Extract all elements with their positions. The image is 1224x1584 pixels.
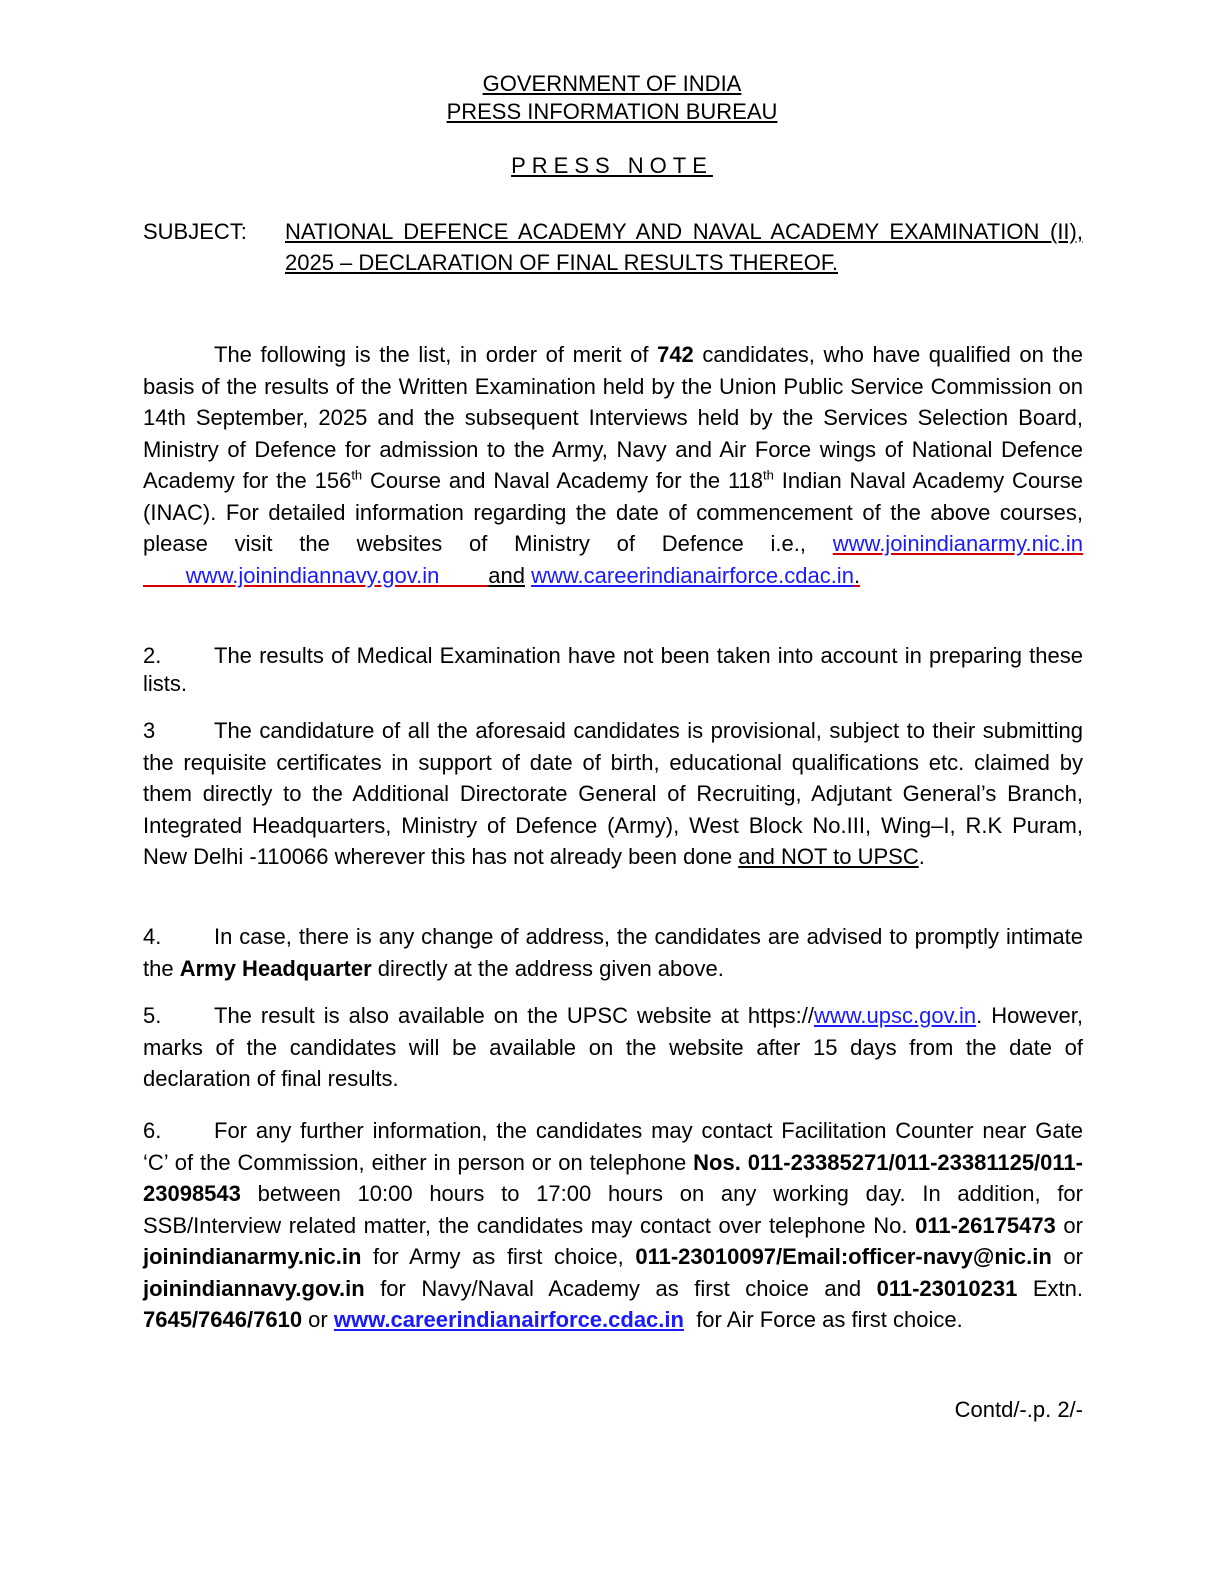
navy-site: joinindiannavy.gov.in xyxy=(143,1275,365,1301)
continued-note: Contd/-.p. 2/- xyxy=(954,1397,1083,1422)
link-careerindianairforce[interactable]: www.careerindianairforce.cdac.in xyxy=(531,562,854,588)
para1-text-3: Course and Naval Academy for the 118 xyxy=(362,468,764,493)
candidate-count: 742 xyxy=(657,342,694,367)
paragraph-3 xyxy=(143,715,1083,873)
para1-period: . xyxy=(853,562,861,588)
para5-number: 5. xyxy=(143,1003,162,1028)
para6-text-3: or xyxy=(1055,1212,1083,1238)
phone-numbers-facilitation: Nos. 011-23385271/011-23381125/011-23098543 xyxy=(143,1149,1083,1206)
para4-text-1: In case, there is any change of address, the candidates are advised to promptly intimate the xyxy=(143,924,1083,981)
link-joinindiannavy[interactable]: www.joinindiannavy.gov.in xyxy=(185,562,440,588)
para6-text-1: For any further information, the candidates may contact Facilitation Counter near Gate ‘C’ of the Commission, either in person or on telephone xyxy=(143,1118,1083,1175)
para4-text-2: directly at the address given above. xyxy=(371,955,724,981)
para6-text-5: or xyxy=(1051,1244,1083,1269)
para5-text-2: . However, marks of the candidates will be available on the website after 15 days from the date of declaration of final results. xyxy=(143,1003,1083,1091)
subject-text: NATIONAL DEFENCE ACADEMY AND NAVAL ACADEMY EXAMINATION (II), 2025 – DECLARATION OF FINAL RESULTS THEREOF. xyxy=(285,219,1083,275)
para3-text: The candidature of all the aforesaid candidates is provisional, subject to their submitting the requisite certificates in support of date of birth, educational qualifications etc. claimed by them directly to the Additional Directorate General of Recruiting, Adjutant General’s Branch, Integrated Headquarters, Ministry of Defence (Army), West Block No.III, Wing–I, R.K Puram, New Delhi -110066 wherever this has not already been done xyxy=(143,718,1083,869)
para6-text-2: between 10:00 hours to 17:00 hours on any working day. In addition, for SSB/Interview related matter, the candidates may contact over telephone No. xyxy=(143,1181,1083,1238)
para3-underlined: and NOT to UPSC xyxy=(738,844,919,869)
superscript-th-1: th xyxy=(351,467,363,483)
para6-text-9: for Air Force as first choice. xyxy=(683,1307,963,1332)
airforce-extensions: 7645/7646/7610 xyxy=(143,1307,303,1332)
subject-label: SUBJECT: xyxy=(143,219,247,244)
para4-bold: Army Headquarter xyxy=(179,955,372,981)
superscript-th-2: th xyxy=(763,467,774,483)
header-press-note: PRESS NOTE xyxy=(511,153,713,178)
para6-number: 6. xyxy=(143,1118,162,1143)
para2-number: 2. xyxy=(143,643,162,668)
paragraph-4 xyxy=(143,921,1083,984)
para1-text-1: The following is the list, in order of merit of xyxy=(214,342,658,367)
para3-number: 3 xyxy=(143,718,156,743)
para6-text-4: for Army as first choice, xyxy=(361,1244,636,1269)
link-careerindianairforce-bold[interactable]: www.careerindianairforce.cdac.in xyxy=(333,1307,684,1332)
phone-number-ssb: 011-26175473 xyxy=(915,1212,1056,1238)
airforce-phone: 011-23010231 xyxy=(876,1275,1018,1301)
para1-text-2: candidates, who have qualified on the basis of the results of the Written Examination held by the Union Public Service Commission on 14th September, 2025 and the subsequent Interviews held by the Services Selection Board, Ministry of Defence for admission to the Army, Navy and Air Force wings of National Defence Academy for the 156 xyxy=(143,342,1084,493)
para2-text: The results of Medical Examination have not been taken into account in preparing these lists. xyxy=(143,643,1083,696)
para4-number: 4. xyxy=(143,924,162,949)
army-site: joinindianarmy.nic.in xyxy=(143,1244,362,1269)
para3-end: . xyxy=(918,844,925,869)
para6-text-8: or xyxy=(302,1307,334,1332)
para1-text-4: Indian Naval Academy Course (INAC). For detailed information regarding the date of commencement of the above courses, please visit the websites of Ministry of Defence i.e., xyxy=(143,468,1083,556)
para1-and: and xyxy=(488,562,525,588)
navy-phone-email: 011-23010097/Email:officer-navy@nic.in xyxy=(635,1244,1052,1269)
paragraph-2 xyxy=(143,642,1083,698)
header-bureau: PRESS INFORMATION BUREAU xyxy=(446,99,778,124)
paragraph-6 xyxy=(143,1115,1083,1336)
link-joinindianarmy[interactable]: www.joinindianarmy.nic.in xyxy=(832,531,1083,556)
para6-text-6: for Navy/Naval Academy as first choice and xyxy=(364,1275,877,1301)
header-government: GOVERNMENT OF INDIA xyxy=(482,71,742,96)
paragraph-1 xyxy=(143,339,1083,591)
link-upsc[interactable]: www.upsc.gov.in xyxy=(813,1003,977,1028)
paragraph-5 xyxy=(143,1000,1083,1095)
para5-text-1: The result is also available on the UPSC website at https:// xyxy=(214,1003,814,1028)
para6-text-7: Extn. xyxy=(1017,1275,1083,1301)
